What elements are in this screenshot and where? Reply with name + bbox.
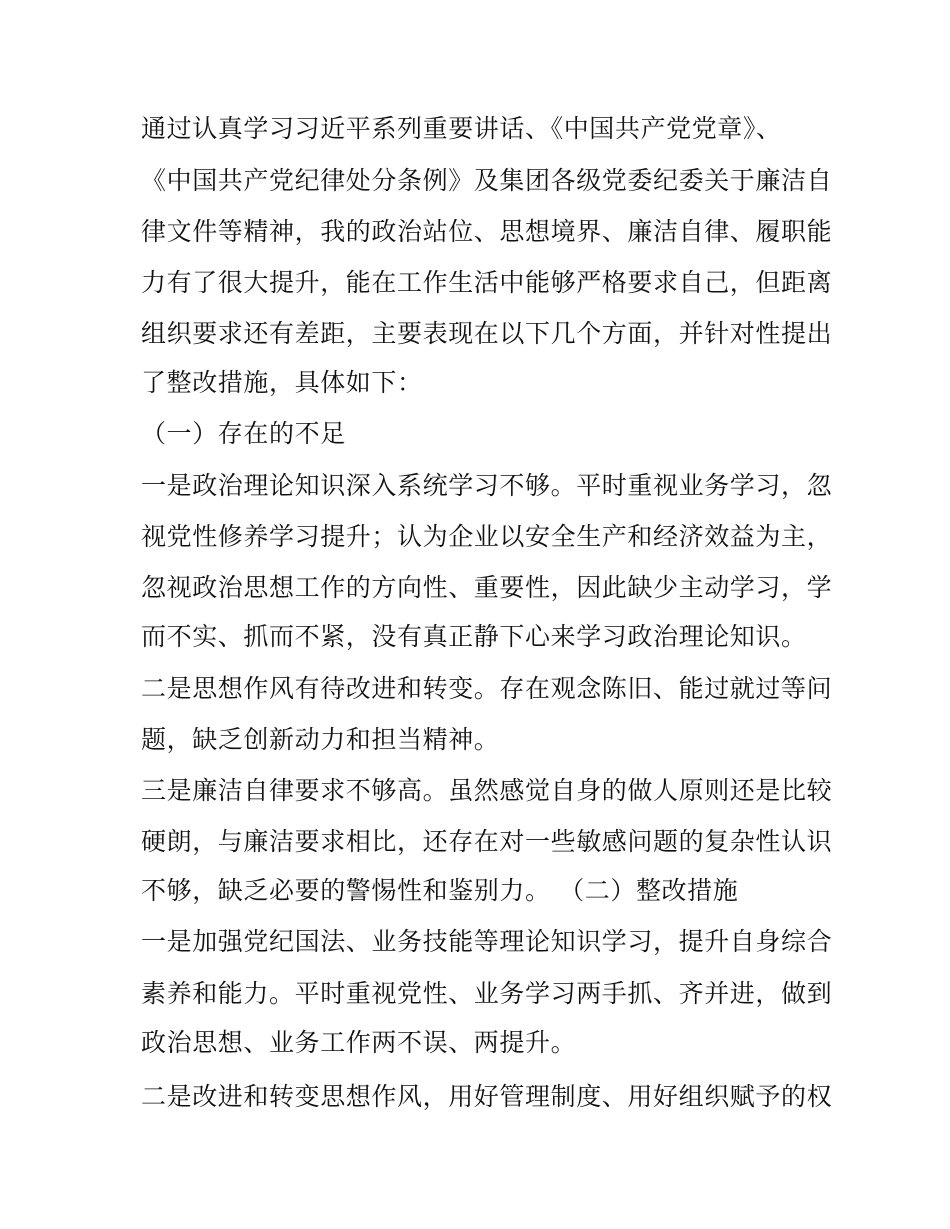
text-line: 律文件等精神，我的政治站位、思想境界、廉洁自律、履职能: [141, 217, 833, 246]
text-line: 了整改措施，具体如下：: [141, 368, 423, 397]
text-line: 题，缺乏创新动力和担当精神。: [141, 725, 500, 754]
text-line: 忽视政治思想工作的方向性、重要性，因此缺少主动学习，学: [141, 573, 833, 602]
text-line: 《中国共产党纪律处分条例》及集团各级党委纪委关于廉洁自: [141, 166, 833, 195]
section-heading: （一）存在的不足: [141, 419, 346, 448]
text-line: 而不实、抓而不紧，没有真正静下心来学习政治理论知识。: [141, 622, 807, 651]
text-line: 力有了很大提升，能在工作生活中能够严格要求自己，但距离: [141, 268, 833, 297]
text-line: 组织要求还有差距，主要表现在以下几个方面，并针对性提出: [141, 319, 833, 348]
text-line: 一是加强党纪国法、业务技能等理论知识学习，提升自身综合: [141, 927, 833, 956]
text-line: 硬朗，与廉洁要求相比，还存在对一些敏感问题的复杂性认识: [141, 827, 833, 856]
text-line: 一是政治理论知识深入系统学习不够。平时重视业务学习，忽: [141, 471, 833, 500]
text-line: 通过认真学习习近平系列重要讲话、《中国共产党党章》、: [141, 114, 782, 143]
text-line: 素养和能力。平时重视党性、业务学习两手抓、齐并进，做到: [141, 979, 833, 1008]
text-line: 政治思想、业务工作两不误、两提升。: [141, 1028, 577, 1057]
text-line: 不够，缺乏必要的警惕性和鉴别力。 （二）整改措施: [141, 876, 739, 905]
text-line: 三是廉洁自律要求不够高。虽然感觉自身的做人原则还是比较: [141, 776, 833, 805]
text-line: 二是思想作风有待改进和转变。存在观念陈旧、能过就过等问: [141, 674, 833, 703]
text-line: 视党性修养学习提升；认为企业以安全生产和经济效益为主，: [141, 522, 833, 551]
text-line: 二是改进和转变思想作风，用好管理制度、用好组织赋予的权: [141, 1082, 833, 1111]
